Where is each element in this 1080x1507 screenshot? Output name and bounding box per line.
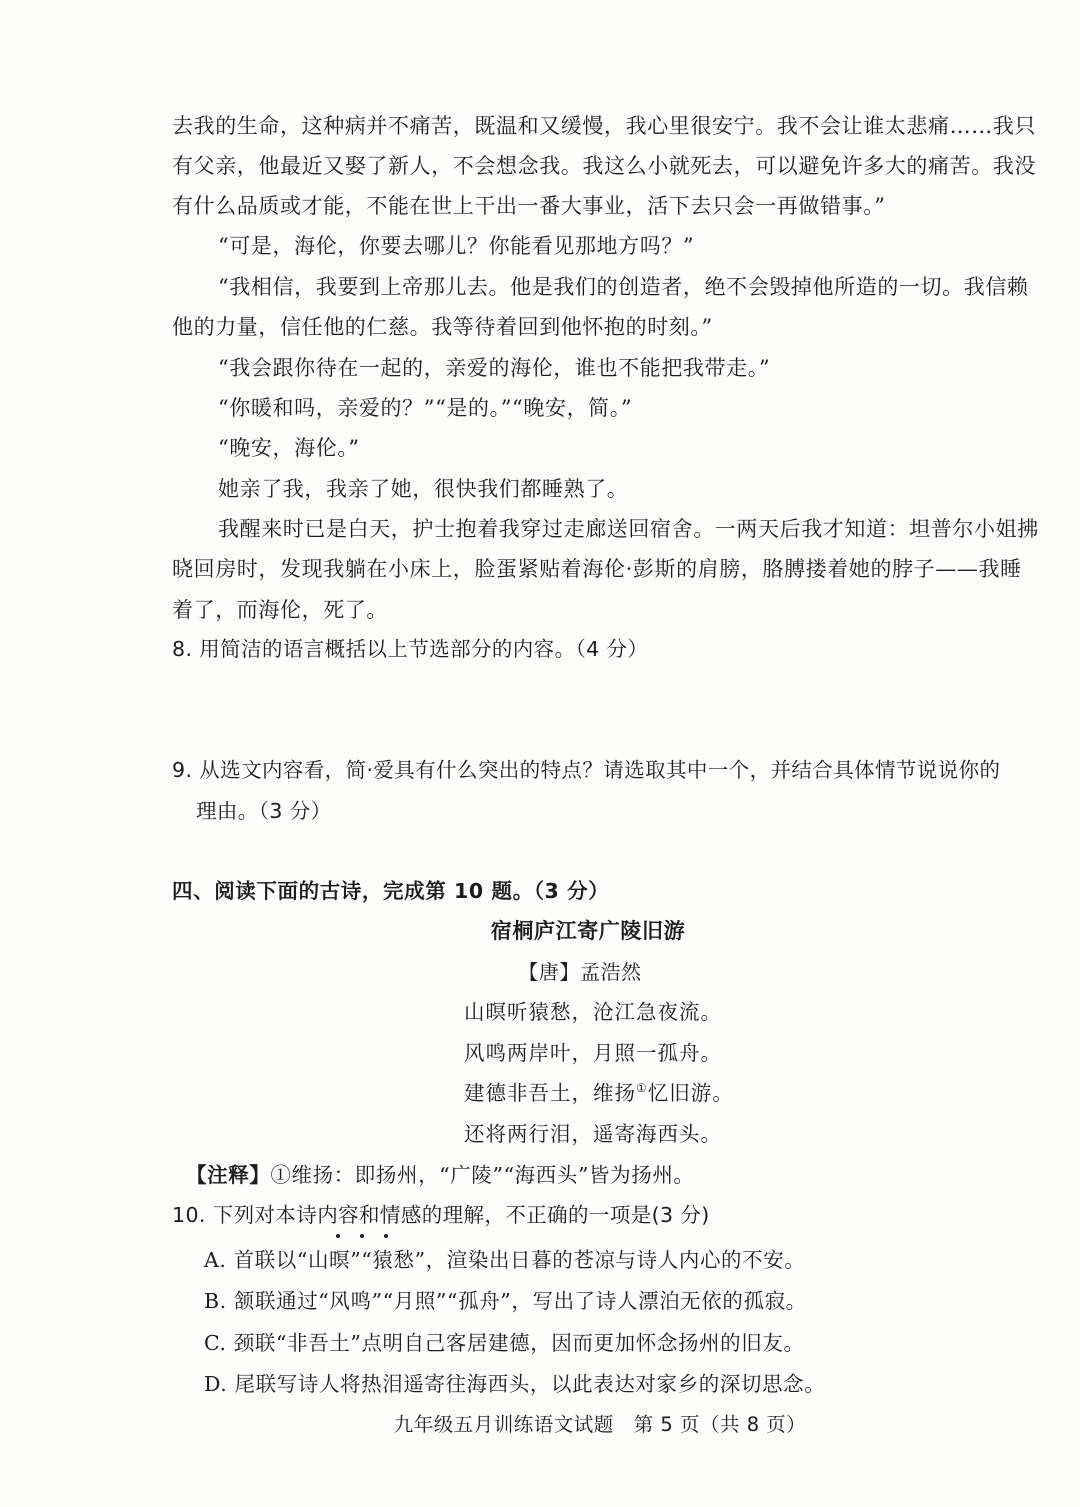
page-footer: 九年级五月训练语文试题 第 5 页（共 8 页）	[393, 1413, 807, 1436]
question-9-cont: 理由。（3 分）	[196, 799, 332, 823]
annotation-text: ①维扬：即扬州，“广陵”“海西头”皆为扬州。	[270, 1163, 695, 1187]
poem-line: 山暝听猿愁，沧江急夜流。	[464, 1000, 722, 1024]
poem-line: 风鸣两岸叶，月照一孤舟。	[464, 1041, 722, 1065]
emphasis-dot	[336, 1234, 340, 1238]
story-line: 晓回房时，发现我躺在小床上，脸蛋紧贴着海伦·彭斯的肩膀，胳膊搂着她的脖子——我睡	[172, 557, 1022, 581]
story-line: 有父亲，他最近又娶了新人，不会想念我。我这么小就死去，可以避免许多大的痛苦。我没	[172, 154, 1036, 178]
story-line: “我相信，我要到上帝那儿去。他是我们的创造者，绝不会毁掉他所造的一切。我信赖	[218, 275, 1029, 299]
emphasis-dot	[384, 1234, 388, 1238]
story-line: “你暖和吗，亲爱的？”“是的。”“晚安，简。”	[218, 396, 633, 420]
story-line: 她亲了我，我亲了她，很快我们都睡熟了。	[218, 477, 629, 501]
question-10: 10. 下列对本诗内容和情感的理解，不正确的一项是(3 分)	[172, 1203, 710, 1227]
poem-line-text: 忆旧游。	[647, 1081, 734, 1105]
footnote-marker: ①	[636, 1081, 648, 1095]
story-line: 着了，而海伦，死了。	[172, 598, 388, 622]
option-d: D. 尾联写诗人将热泪遥寄往海西头，以此表达对家乡的深切思念。	[204, 1372, 826, 1396]
poem-line-text: 建德非吾土，维扬	[464, 1081, 636, 1105]
story-line: 去我的生命，这种病并不痛苦，既温和又缓慢，我心里很安宁。我不会让谁太悲痛……我只	[172, 114, 1036, 138]
question-8: 8. 用简洁的语言概括以上节选部分的内容。（4 分）	[172, 637, 649, 661]
story-line: “我会跟你待在一起的，亲爱的海伦，谁也不能把我带走。”	[218, 356, 771, 380]
annotation	[186, 1161, 695, 1189]
option-a: A. 首联以“山暝”“猿愁”，渲染出日暮的苍凉与诗人内心的不安。	[204, 1248, 806, 1272]
story-line: 他的力量，信任他的仁慈。我等待着回到他怀抱的时刻。”	[172, 315, 713, 339]
story-line: 有什么品质或才能，不能在世上干出一番大事业，活下去只会一再做错事。”	[172, 194, 886, 218]
emphasis-dots	[330, 1234, 400, 1240]
option-b: B. 颔联通过“风鸣”“月照”“孤舟”，写出了诗人漂泊无依的孤寂。	[204, 1289, 807, 1313]
section-4-heading: 四、阅读下面的古诗，完成第 10 题。（3 分）	[172, 879, 610, 903]
poem-title: 宿桐庐江寄广陵旧游	[490, 919, 686, 943]
story-line: “可是，海伦，你要去哪儿？你能看见那地方吗？”	[218, 234, 695, 258]
annotation-label: 【注释】	[186, 1163, 271, 1187]
emphasis-dot	[360, 1234, 364, 1238]
poem-line: 还将两行泪，遥寄海西头。	[464, 1122, 722, 1146]
story-line: 我醒来时已是白天，护士抱着我穿过走廊送回宿舍。一两天后我才知道：坦普尔小姐拂	[218, 517, 1039, 541]
poem-line	[464, 1079, 734, 1107]
option-c: C. 颈联“非吾土”点明自己客居建德，因而更加怀念扬州的旧友。	[204, 1331, 805, 1355]
question-9: 9. 从选文内容看，简·爱具有什么突出的特点？请选取其中一个，并结合具体情节说说你的	[172, 758, 1001, 782]
poem-author: 【唐】孟浩然	[518, 960, 642, 984]
story-line: “晚安，海伦。”	[218, 436, 360, 460]
